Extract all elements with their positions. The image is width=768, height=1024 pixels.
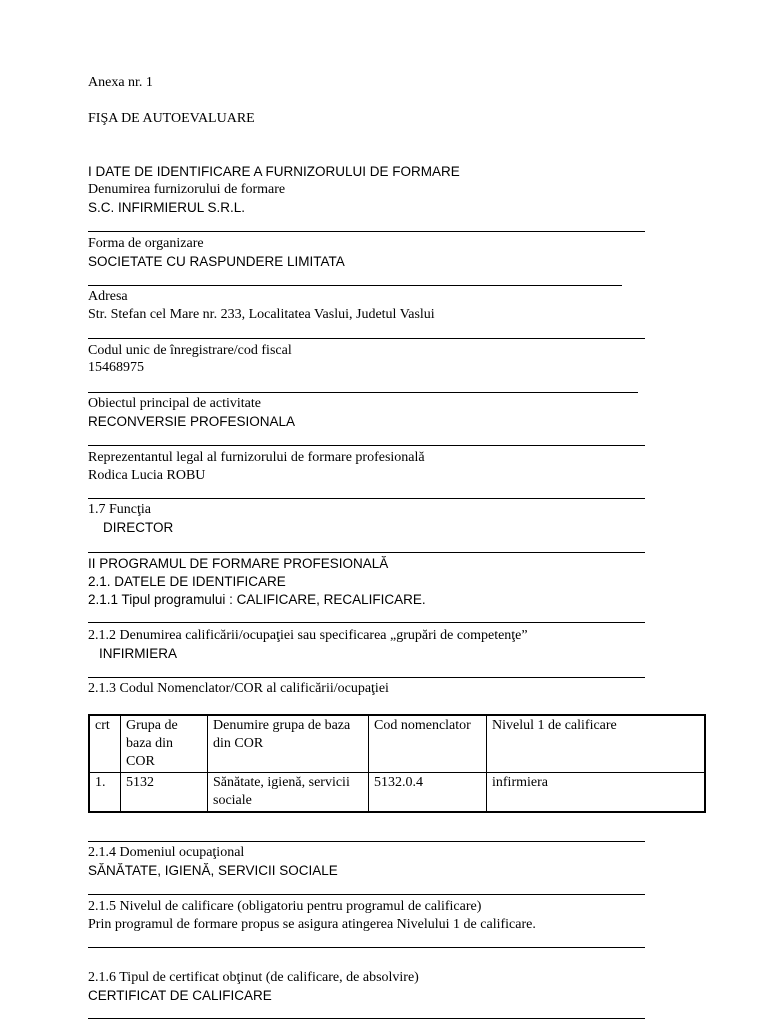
address-value: Str. Stefan cel Mare nr. 233, Localitatea Vaslui, Judetul Vaslui — [88, 307, 435, 322]
level-label: 2.1.5 Nivelul de calificare (obligatoriu pentru programul de calificare) — [88, 899, 482, 914]
function-value: DIRECTOR — [103, 520, 174, 535]
document-title: FIŞA DE AUTOEVALUARE — [88, 111, 255, 126]
provider-name-label: Denumirea furnizorului de formare — [88, 182, 286, 197]
divider — [88, 841, 645, 842]
divider — [88, 285, 622, 286]
program-type: 2.1.1 Tipul programului : CALIFICARE, RECALIFICARE. — [88, 592, 426, 607]
table-cell: 5132 — [121, 773, 208, 813]
table-header-cell: crt — [89, 715, 121, 773]
table-cell: infirmiera — [487, 773, 706, 813]
legal-rep-label: Reprezentantul legal al furnizorului de formare profesională — [88, 450, 425, 465]
divider — [88, 894, 645, 895]
table-header-cell: Denumire grupa de baza din COR — [208, 715, 369, 773]
divider — [88, 498, 645, 499]
certificate-value: CERTIFICAT DE CALIFICARE — [88, 988, 272, 1003]
qualification-label: 2.1.2 Denumirea calificării/ocupaţiei sau specificarea „grupări de competenţe” — [88, 628, 528, 643]
divider — [88, 677, 645, 678]
domain-value: SĂNĂTATE, IGIENĂ, SERVICII SOCIALE — [88, 863, 338, 878]
address-label: Adresa — [88, 289, 128, 304]
table-header-cell: Nivelul 1 de calificare — [487, 715, 706, 773]
divider — [88, 1018, 645, 1019]
function-label: 1.7 Funcţia — [88, 502, 151, 517]
divider — [88, 552, 645, 553]
table-row — [89, 773, 705, 813]
activity-label: Obiectul principal de activitate — [88, 396, 261, 411]
org-form-label: Forma de organizare — [88, 236, 204, 251]
table-cell: 5132.0.4 — [369, 773, 487, 813]
legal-rep-value: Rodica Lucia ROBU — [88, 468, 206, 483]
divider — [88, 947, 645, 948]
cui-value: 15468975 — [88, 360, 144, 375]
provider-name-value: S.C. INFIRMIERUL S.R.L. — [88, 200, 246, 215]
divider — [88, 338, 645, 339]
annex-number: Anexa nr. 1 — [88, 75, 153, 90]
cor-code-label: 2.1.3 Codul Nomenclator/COR al calificării/ocupaţiei — [88, 681, 389, 696]
domain-label: 2.1.4 Domeniul ocupaţional — [88, 845, 245, 860]
divider — [88, 622, 645, 623]
qualification-value: INFIRMIERA — [99, 646, 178, 661]
divider — [88, 231, 645, 232]
table-header-row — [89, 715, 705, 773]
divider — [88, 392, 638, 393]
section-2-heading: II PROGRAMUL DE FORMARE PROFESIONALĂ — [88, 556, 389, 571]
certificate-label: 2.1.6 Tipul de certificat obţinut (de calificare, de absolvire) — [88, 970, 419, 985]
cui-label: Codul unic de înregistrare/cod fiscal — [88, 343, 292, 358]
section-2-subheading: 2.1. DATELE DE IDENTIFICARE — [88, 574, 286, 589]
level-value: Prin programul de formare propus se asigura atingerea Nivelului 1 de calificare. — [88, 917, 536, 932]
activity-value: RECONVERSIE PROFESIONALA — [88, 414, 296, 429]
table-cell: Sănătate, igienă, servicii sociale — [208, 773, 369, 813]
cor-table — [88, 714, 706, 813]
divider — [88, 445, 645, 446]
table-cell: 1. — [89, 773, 121, 813]
org-form-value: SOCIETATE CU RASPUNDERE LIMITATA — [88, 254, 345, 269]
section-1-heading: I DATE DE IDENTIFICARE A FURNIZORULUI DE FORMARE — [88, 164, 460, 179]
table-header-cell: Grupa de baza din COR — [121, 715, 208, 773]
table-header-cell: Cod nomenclator — [369, 715, 487, 773]
